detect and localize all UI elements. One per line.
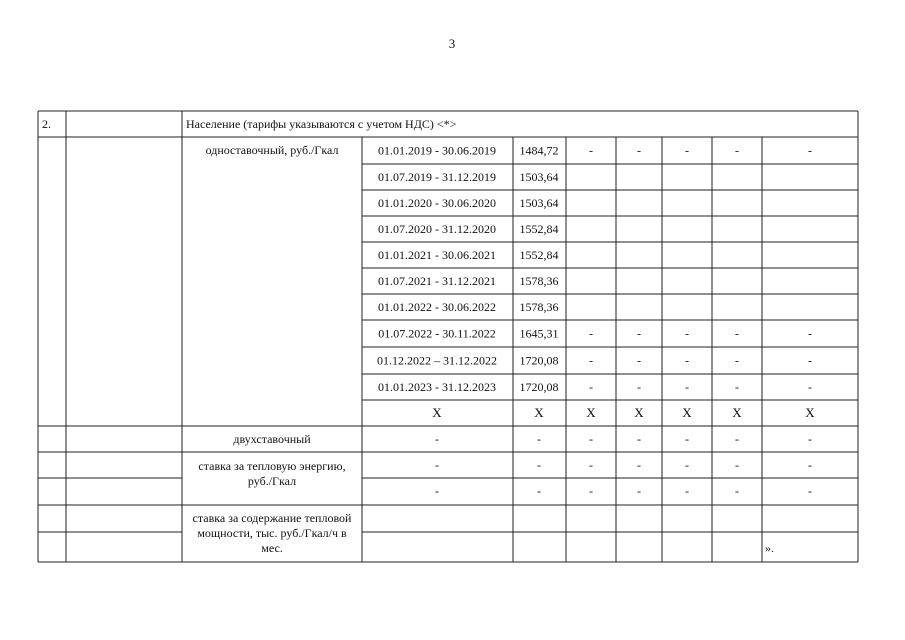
- value-cell: -: [735, 143, 739, 158]
- value-cell: 1552,84: [519, 248, 559, 262]
- energy-rate-cell: -: [735, 458, 739, 472]
- two-rate-cell: -: [435, 432, 439, 446]
- value-cell: -: [637, 353, 641, 368]
- value-cell: -: [808, 326, 812, 341]
- one-rate-rows: [377, 144, 815, 421]
- value-cell: 1720,08: [519, 353, 559, 368]
- value-cell: -: [685, 143, 689, 158]
- period-cell: 01.01.2023 - 31.12.2023: [378, 380, 496, 394]
- energy-rate-cell: -: [637, 458, 641, 472]
- value-cell: -: [685, 380, 689, 394]
- energy-rate-cell: -: [537, 484, 541, 498]
- two-rate-cell: -: [537, 432, 541, 446]
- value-cell: -: [589, 143, 593, 158]
- two-rate-label: двухставочный: [233, 432, 311, 446]
- value-cell: -: [808, 353, 812, 368]
- two-rate-cell: -: [589, 432, 593, 446]
- two-rate-cell: -: [637, 432, 641, 446]
- value-cell: -: [589, 353, 593, 368]
- value-cell: -: [685, 326, 689, 341]
- period-cell: 01.07.2019 - 31.12.2019: [378, 170, 496, 184]
- capacity-rate-label-line3: мес.: [261, 541, 283, 555]
- value-cell: -: [637, 326, 641, 341]
- period-cell: 01.07.2022 - 30.11.2022: [378, 326, 496, 341]
- period-cell: 01.01.2021 - 30.06.2021: [378, 248, 496, 262]
- value-cell: -: [808, 380, 812, 394]
- energy-rate-cell: -: [435, 484, 439, 498]
- energy-rate-cell: -: [685, 484, 689, 498]
- energy-rate-cell: -: [589, 484, 593, 498]
- value-cell: X: [586, 405, 596, 420]
- value-cell: -: [735, 326, 739, 341]
- period-cell: 01.01.2019 - 30.06.2019: [378, 143, 496, 158]
- energy-rate-cell: -: [435, 458, 439, 472]
- value-cell: 1503,64: [519, 196, 559, 210]
- page-number: 3: [448, 36, 456, 51]
- period-cell: 01.07.2020 - 31.12.2020: [378, 222, 496, 236]
- period-cell: 01.12.2022 – 31.12.2022: [377, 353, 497, 368]
- energy-rate-cell: -: [808, 458, 812, 472]
- value-cell: -: [735, 353, 739, 368]
- value-cell: X: [682, 405, 692, 420]
- value-cell: -: [589, 380, 593, 394]
- energy-rate-cell: -: [808, 484, 812, 498]
- value-cell: 1578,36: [519, 274, 559, 288]
- value-cell: 1503,64: [519, 170, 559, 184]
- value-cell: -: [589, 326, 593, 341]
- two-rate-row: [435, 432, 812, 446]
- energy-rate-cell: -: [589, 458, 593, 472]
- period-cell: 01.07.2021 - 31.12.2021: [378, 274, 496, 288]
- energy-rate-label-line2: руб./Гкал: [247, 474, 297, 488]
- value-cell: -: [808, 143, 812, 158]
- energy-rate-cell: -: [537, 458, 541, 472]
- two-rate-cell: -: [685, 432, 689, 446]
- value-cell: 1552,84: [519, 222, 559, 236]
- two-rate-cell: -: [735, 432, 739, 446]
- one-rate-label: одноставочный, руб./Гкал: [205, 143, 339, 157]
- energy-rate-cell: -: [735, 484, 739, 498]
- value-cell: 1578,36: [519, 300, 559, 314]
- closing-quote-mark: ».: [765, 541, 774, 555]
- value-cell: X: [534, 405, 544, 420]
- capacity-rate-label-line2: мощности, тыс. руб./Гкал/ч в: [197, 526, 347, 540]
- value-cell: 1484,72: [519, 143, 559, 158]
- two-rate-cell: -: [808, 432, 812, 446]
- section-title: Население (тарифы указываются с учетом НДС) <*>: [186, 117, 457, 131]
- value-cell: 1645,31: [519, 326, 559, 341]
- capacity-rate-label-line1: ставка за содержание тепловой: [192, 511, 352, 525]
- value-cell: -: [637, 380, 641, 394]
- value-cell: -: [685, 353, 689, 368]
- value-cell: X: [805, 405, 815, 420]
- value-cell: 1720,08: [519, 380, 559, 394]
- value-cell: X: [634, 405, 644, 420]
- energy-rate-cell: -: [685, 458, 689, 472]
- section-number: 2.: [42, 117, 51, 131]
- value-cell: X: [732, 405, 742, 420]
- value-cell: -: [637, 143, 641, 158]
- energy-rate-cell: -: [637, 484, 641, 498]
- period-cell: 01.01.2020 - 30.06.2020: [378, 196, 496, 210]
- period-cell: X: [432, 405, 442, 420]
- energy-rate-label-line1: ставка за тепловую энергию,: [198, 459, 346, 473]
- value-cell: -: [735, 380, 739, 394]
- period-cell: 01.01.2022 - 30.06.2022: [378, 300, 496, 314]
